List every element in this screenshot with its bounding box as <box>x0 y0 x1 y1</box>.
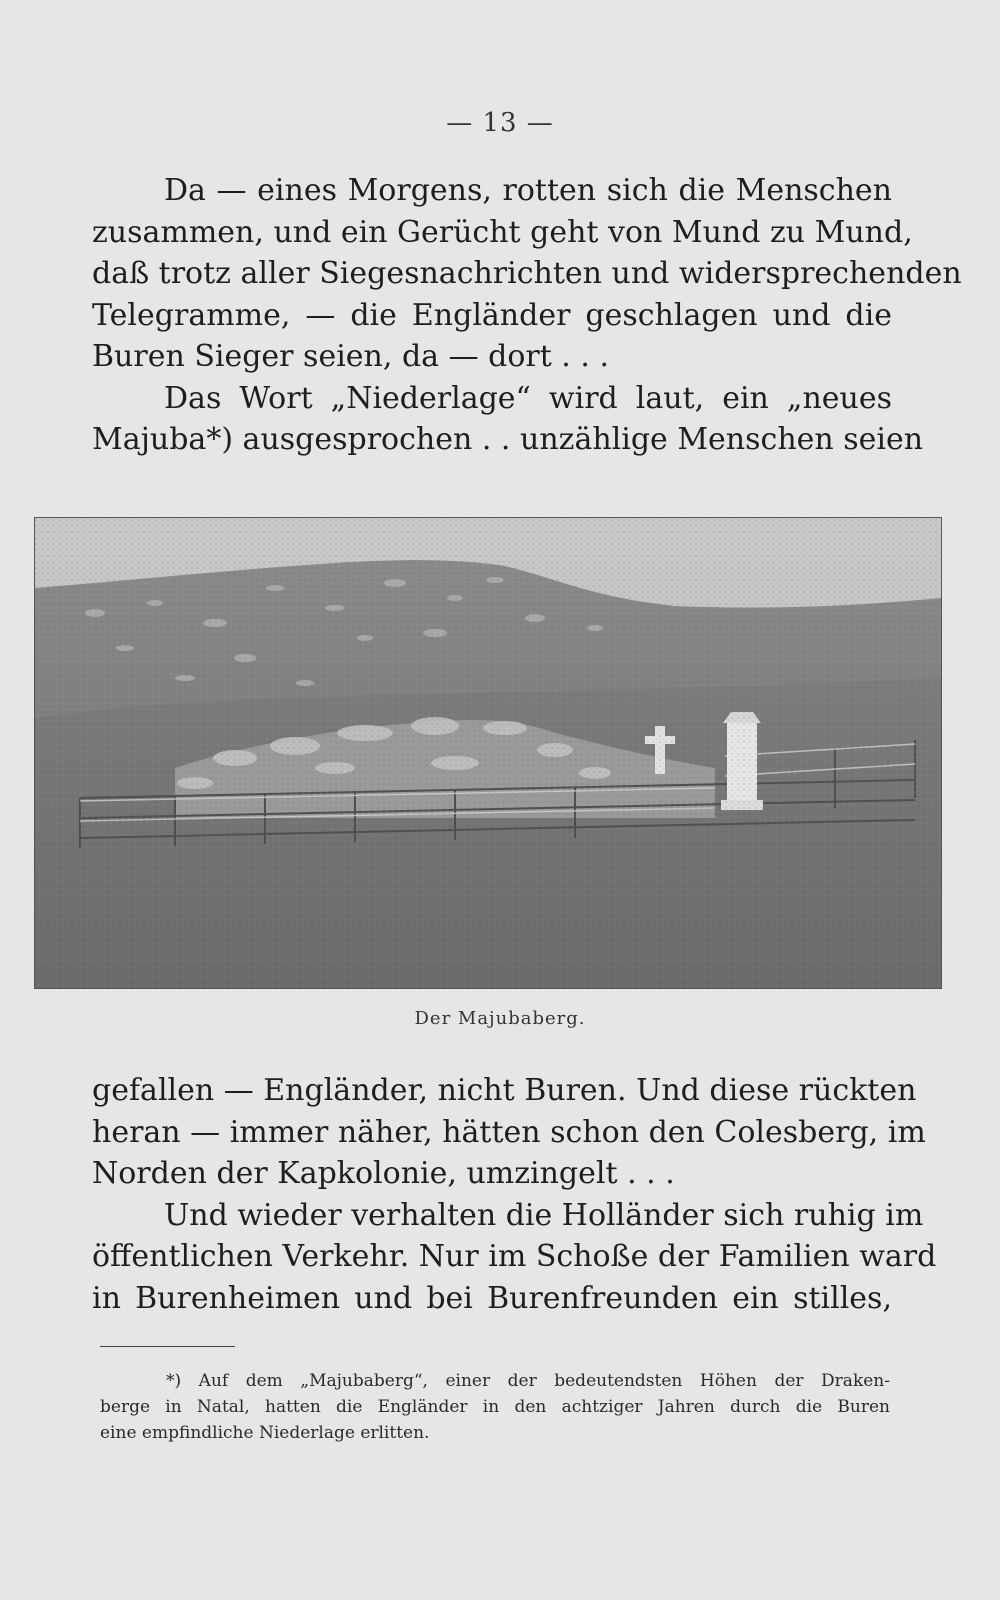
text-line: gefallen — Engländer, nicht Buren. Und diese rückten <box>92 1073 917 1108</box>
footnote <box>100 1368 890 1446</box>
text-line: Da — eines Morgens, rotten sich die Menschen <box>164 173 892 208</box>
page-number: — 13 — <box>446 108 554 138</box>
footnote-line: *) Auf dem „Majubaberg“, einer der bedeutendsten Höhen der Draken- <box>166 1371 890 1391</box>
text-line: Und wieder verhalten die Holländer sich ruhig im <box>164 1197 924 1233</box>
footnote-divider <box>100 1346 235 1347</box>
footnote-line: berge in Natal, hatten die Engländer in den achtziger Jahren durch die Buren <box>100 1397 890 1417</box>
text-line: öffentlichen Verkehr. Nur im Schoße der Familien ward <box>92 1239 937 1274</box>
text-line: Telegramme, — die Engländer geschlagen und die <box>92 297 892 333</box>
text-line: daß trotz aller Siegesnachrichten und widersprechenden <box>92 256 962 291</box>
footnote-line: eine empfindliche Niederlage erlitten. <box>100 1423 430 1443</box>
text-line: heran — immer näher, hätten schon den Colesberg, im <box>92 1114 926 1150</box>
paragraph-bottom <box>92 1070 937 1319</box>
text-line: Norden der Kapkolonie, umzingelt . . . <box>92 1156 675 1191</box>
figure-caption: Der Majubaberg. <box>414 1008 586 1029</box>
text-line: in Burenheimen und bei Burenfreunden ein stilles, <box>92 1280 892 1316</box>
text-line: Majuba*) ausgesprochen . . unzählige Menschen seien <box>92 422 924 457</box>
majuba-photograph <box>34 517 942 989</box>
text-line: Buren Sieger seien, da — dort . . . <box>92 339 609 374</box>
text-line: Das Wort „Niederlage“ wird laut, ein „neues <box>164 380 892 416</box>
text-line: zusammen, und ein Gerücht geht von Mund zu Mund, <box>92 214 913 250</box>
paragraph-top <box>92 170 962 461</box>
